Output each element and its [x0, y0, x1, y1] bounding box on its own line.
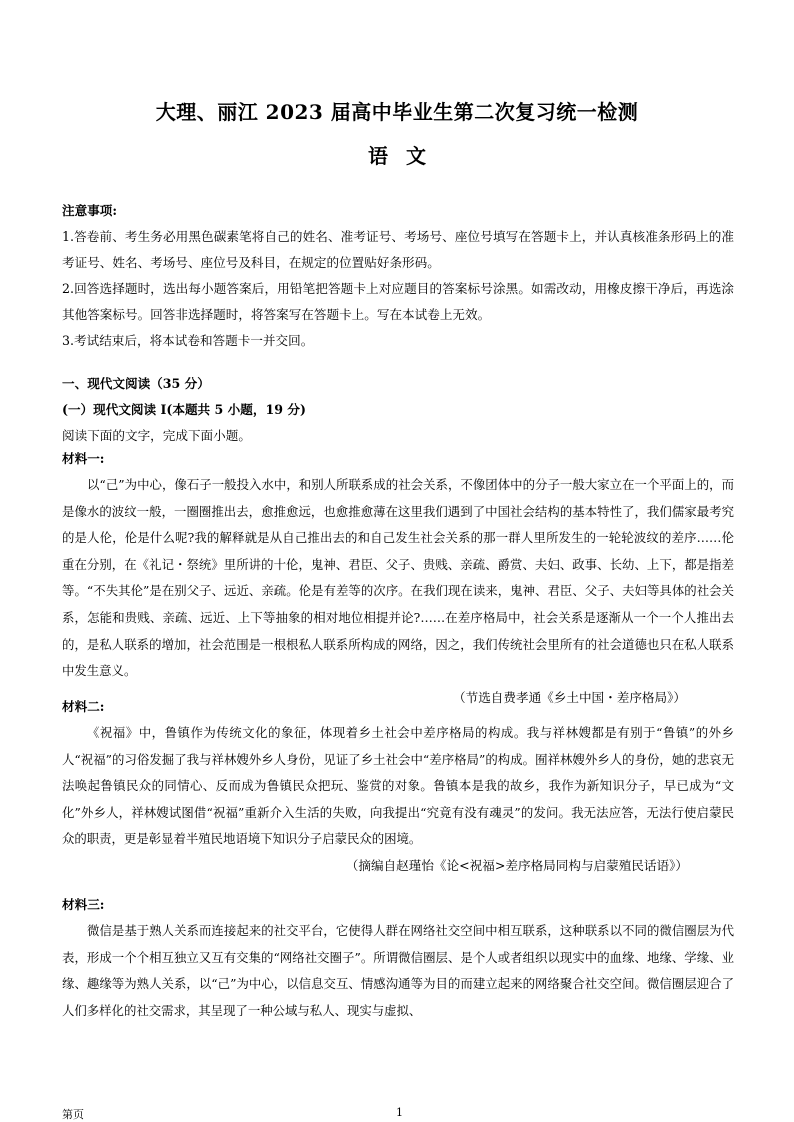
sub-section-heading: (一）现代文阅读 I(本题共 5 小题，19 分) [62, 402, 306, 417]
notice-item: 2.回答选择题时，选出每小题答案后，用铅笔把答题卡上对应题目的答案标号涂黑。如需改动，用橡皮擦干净后，再选涂其他答案标号。回答非选择题时，将答案写在答题卡上。写在本试卷上无效。 [62, 281, 734, 322]
section-heading: 一、现代文阅读（35 分） [62, 376, 210, 391]
material-label: 材料三: [62, 897, 105, 912]
material-text: 《祝福》中，鲁镇作为传统文化的象征，体现着乡土社会中差序格局的构成。我与祥林嫂都是有别于“鲁镇”的外乡人“祝福”的习俗发掘了我与祥林嫂外乡人身份，见证了乡土社会中“差序格局”的构成。囿祥林嫂外乡人的身份，她的悲哀无法唤起鲁镇民众的同情心、反而成为鲁镇民众把玩、鉴赏的对象。鲁镇本是我的故乡，我作为新知识分子，早已成为“文化”外乡人，祥林嫂试图借“祝福”重新介入生活的失败，向我提出“究竟有没有魂灵”的发问。我无法应答，无法行使启蒙民众的职责，更是彰显着半殖民地语境下知识分子启蒙民众的困境。 [62, 725, 734, 847]
notice-item: 3.考试结束后，将本试卷和答题卡一并交回。 [62, 333, 314, 348]
material-label: 材料一: [62, 451, 105, 466]
material-two [62, 694, 734, 879]
material-source: （摘编自赵瑾怡《论<祝福>差序格局同构与启蒙殖民话语》） [345, 857, 688, 873]
notice-section [62, 198, 734, 354]
section-intro [62, 371, 734, 449]
material-source: （节选自费孝通《乡土中国・差序格局》） [453, 689, 686, 705]
page-number: 1 [396, 1106, 403, 1119]
material-text: 以“己”为中心，像石子一般投入水中，和别人所联系成的社会关系，不像团体中的分子一般大家立在一个平面上的，而是像水的波纹一般，一圈圈推出去，愈推愈远，也愈推愈薄在这里我们遇到了中国社会结构的基本特性了，我们儒家最考究的是人伦，伦是什么呢?我的解释就是从自己推出去的和自己发生社会关系的那一群人里所发生的一轮轮波纹的差序……伦重在分别，在《礼记・祭统》里所讲的十伦，鬼神、君臣、父子、贵贱、亲疏、爵赏、夫妇、政事、长幼、上下，都是指差等。“不失其伦”是在别父子、远近、亲疏。伦是有差等的次序。在我们现在读来，鬼神、君臣、父子、夫妇等具体的社会关系，怎能和贵贱、亲疏、远近、上下等抽象的相对地位相提并论?……在差序格局中，社会关系是逐渐从一个一个人推出去的，是私人联系的增加，社会范围是一根根私人联系所构成的网络，因之，我们传统社会里所有的社会道德也只在私人联系中发生意义。 [62, 477, 734, 679]
material-one [62, 446, 734, 711]
material-text: 微信是基于熟人关系而连接起来的社交平台，它使得人群在网络社交空间中相互联系，这种联系以不同的微信圈层为代表，形成一个个相互独立又互有交集的“网络社交圈子”。所谓微信圈层、是个人或者组织以现实中的血缘、地缘、学缘、业缘、趣缘等为熟人关系，以“己”为中心，以信息交互、情感沟通等为目的而建立起来的网络聚合社交空间。微信圈层迎合了人们多样化的社交需求，其呈现了一种公域与私人、现实与虚拟、 [62, 923, 734, 1018]
footer-label: 第页 [62, 1108, 84, 1121]
material-label: 材料二: [62, 699, 105, 714]
notice-heading: 注意事项: [62, 203, 118, 218]
page-title: 大理、丽江 2023 届高中毕业生第二次复习统一检测 [155, 100, 639, 124]
subject-title: 语文 [368, 144, 444, 168]
instruction-text: 阅读下面的文字，完成下面小题。 [62, 428, 251, 443]
notice-item: 1.答卷前、考生务必用黑色碳素笔将自己的姓名、准考证号、考场号、座位号填写在答题卡上，并认真核准条形码上的准考证号、姓名、考场号、座位号及科目，在规定的位置贴好条形码。 [62, 229, 734, 270]
material-three [62, 892, 734, 1024]
